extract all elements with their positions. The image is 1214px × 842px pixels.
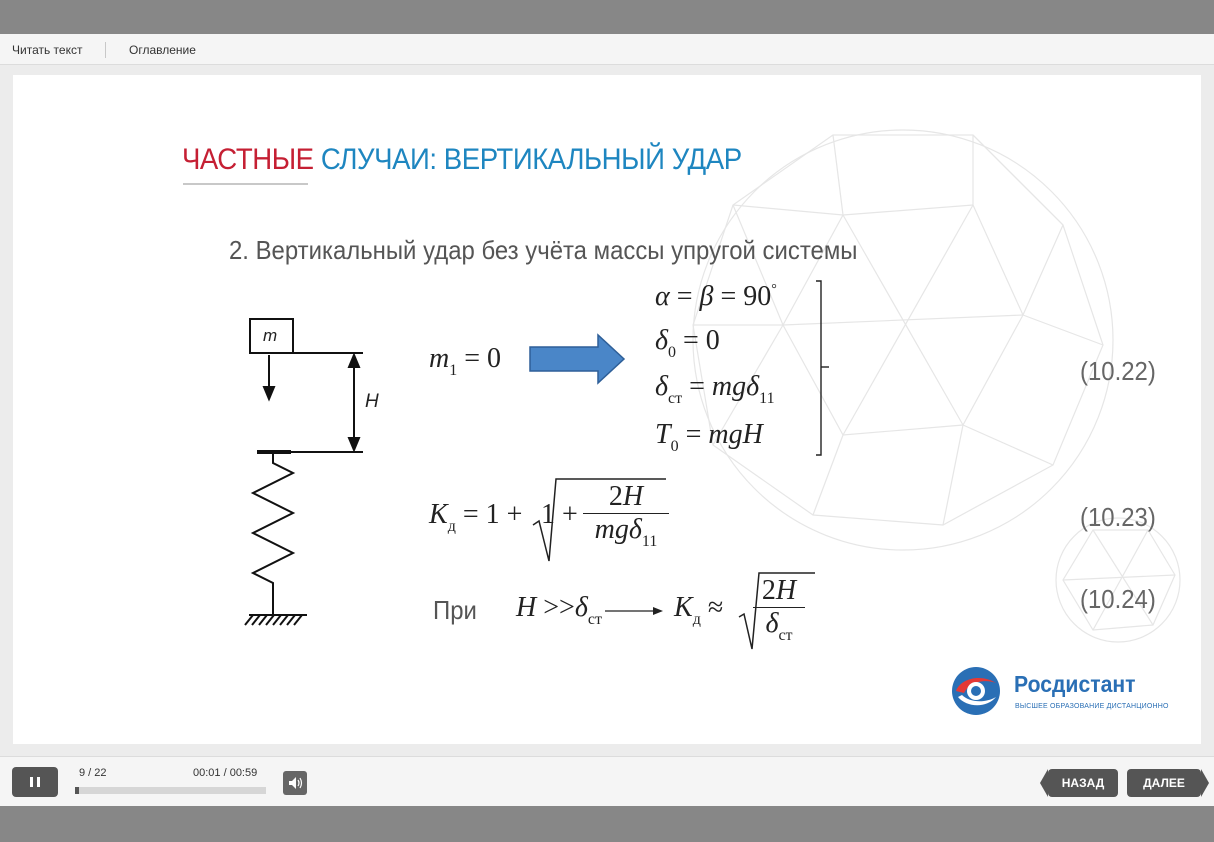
- rosdistant-logo-icon: [950, 665, 1002, 717]
- equation-number: (10.24): [1080, 584, 1156, 614]
- read-text-link[interactable]: Читать текст: [12, 43, 83, 57]
- slide: [13, 75, 1201, 744]
- formula-t0: $T_0$ = mgH: [655, 419, 763, 455]
- bottom-frame-bar: [0, 806, 1214, 842]
- title-blue-part: СЛУЧАИ: ВЕРТИКАЛЬНЫЙ УДАР: [320, 143, 742, 176]
- formula-m1: $m_1 = 0$: [429, 343, 502, 379]
- pause-button[interactable]: [12, 767, 58, 797]
- formula-delta-st: $\delta_{ст} = mg\delta_{11}$: [655, 371, 775, 407]
- menu-divider: [105, 42, 106, 58]
- menu-bar: [0, 34, 1214, 65]
- fall-arrow-icon: [264, 387, 274, 399]
- formula-condition: $H >>\delta_{ст}$: [516, 592, 602, 628]
- logo-tagline: ВЫСШЕЕ ОБРАЗОВАНИЕ ДИСТАНЦИОННО: [1015, 703, 1169, 710]
- player-controls: [0, 756, 1214, 806]
- top-frame-bar: [0, 0, 1214, 34]
- formula-delta0: $\delta_0 = 0$: [655, 325, 720, 361]
- progress-bar[interactable]: [75, 787, 266, 794]
- mass-label: m: [263, 326, 278, 345]
- formula-kd-prefix: $K_д = 1$ +: [429, 499, 523, 535]
- table-of-contents-link[interactable]: Оглавление: [129, 43, 196, 57]
- spring-mass-diagram: [213, 305, 413, 645]
- title-underline: [183, 183, 308, 185]
- next-button[interactable]: ДАЛЕЕ: [1127, 769, 1201, 797]
- progress-fill: [75, 787, 79, 794]
- big-arrow-icon: [528, 331, 628, 387]
- logo-name: Росдистант: [1014, 671, 1136, 697]
- title-red-part: ЧАСТНЫЕ: [182, 143, 314, 176]
- pause-icon: [30, 777, 33, 787]
- implies-arrow-icon: [605, 605, 665, 617]
- back-button[interactable]: НАЗАД: [1048, 769, 1118, 797]
- formula-kd-approx: $K_д$ ≈: [674, 592, 724, 628]
- formula-kd-fraction: 2H mgδ$_{11}$: [583, 481, 669, 546]
- playback-time: 00:01 / 00:59: [193, 767, 258, 779]
- condition-label: При: [433, 595, 477, 625]
- equation-number: (10.22): [1080, 356, 1156, 386]
- formula-alpha-beta: α = β = 90°: [655, 281, 777, 312]
- equation-number: (10.23): [1080, 502, 1156, 532]
- height-label: H: [365, 391, 379, 412]
- formula-kd-inner: 1 +: [541, 499, 578, 530]
- right-brace: [813, 279, 843, 461]
- volume-button[interactable]: [283, 771, 307, 795]
- page-title: [182, 143, 742, 177]
- speaker-icon: [283, 771, 307, 795]
- formula-approx-fraction: 2H $\delta_{ст}$: [753, 575, 805, 640]
- slide-counter: 9 / 22: [79, 767, 107, 779]
- slide-subtitle: 2. Вертикальный удар без учёта массы упругой системы: [229, 235, 858, 265]
